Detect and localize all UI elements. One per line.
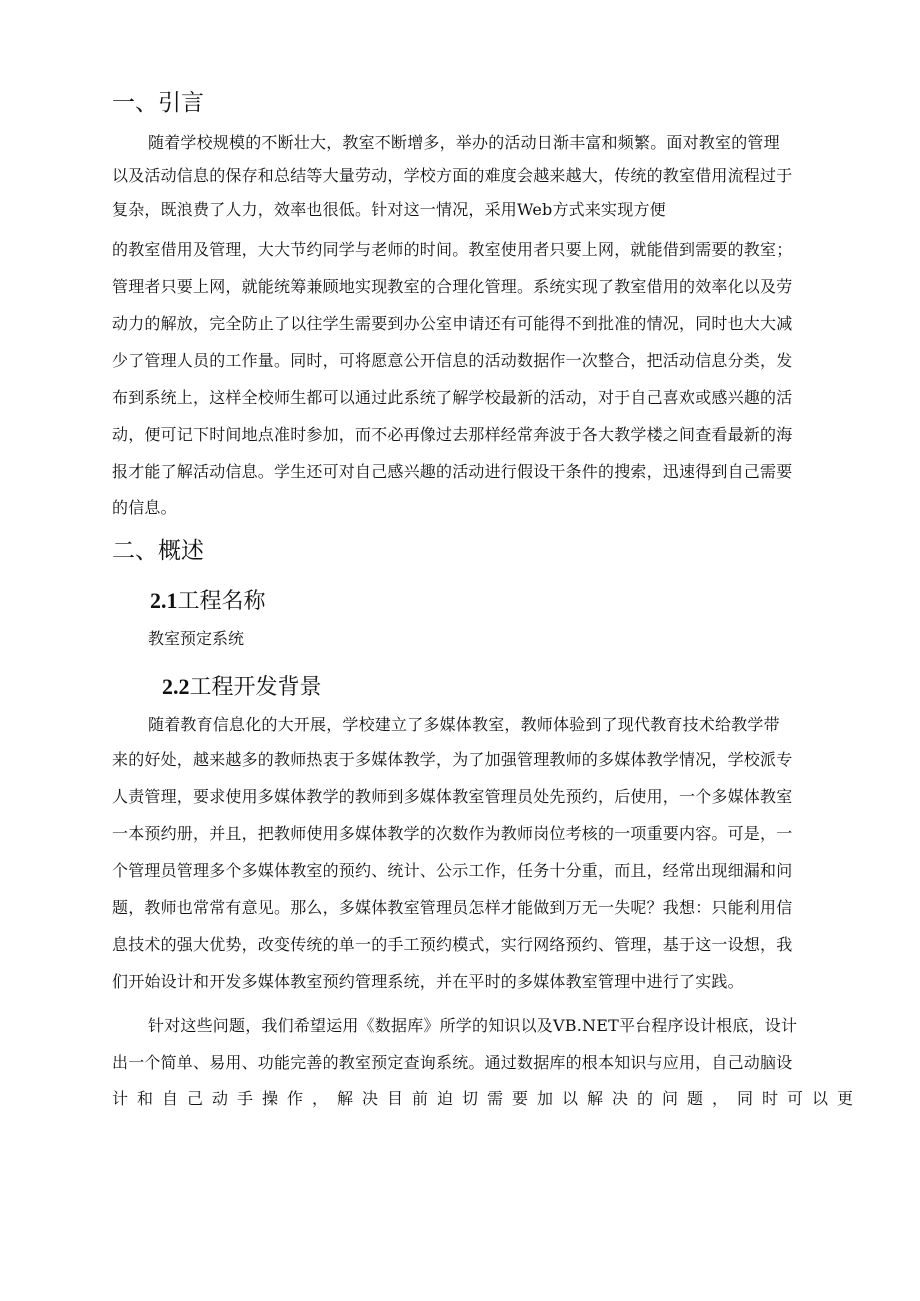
- background-line-2: 来的好处，越来越多的教师热衷于多媒体教学，为了加强管理教师的多媒体教学情况，学校派专: [112, 750, 793, 769]
- background-line-1: 随着教育信息化的大开展，学校建立了多媒体教室，教师体验到了现代教育技术给教学带: [148, 715, 780, 734]
- background-line-7: 息技术的强大优势，改变传统的单一的手工预约模式，实行网络预约、管理，基于这一设想，我: [112, 935, 793, 954]
- subsection-2-1-number: 2.1: [150, 588, 178, 613]
- intro-line-4: 的教室借用及管理，大大节约同学与老师的时间。教室使用者只要上网，就能借到需要的教室；: [112, 240, 793, 259]
- background-line-3: 人责管理，要求使用多媒体教学的教师到多媒体教室管理员处先预约，后使用，一个多媒体教室: [112, 787, 793, 806]
- project-name-text: 教室预定系统: [148, 629, 245, 648]
- intro-line-1: 随着学校规模的不断壮大，教室不断增多，举办的活动日渐丰富和频繁。面对教室的管理: [148, 133, 780, 152]
- background-line-6: 题，教师也常常有意见。那么，多媒体教室管理员怎样才能做到万无一失呢？我想：只能利用信: [112, 898, 793, 917]
- intro-line-9: 动，便可记下时间地点准时参加，而不必再像过去那样经常奔波于各大教学楼之间查看最新的海: [112, 425, 793, 444]
- intro-line-10: 报才能了解活动信息。学生还可对自己感兴趣的活动进行假设干条件的搜索，迅速得到自己需要: [112, 462, 793, 481]
- intro-line-2: 以及活动信息的保存和总结等大量劳动，学校方面的难度会越来越大，传统的教室借用流程过于: [112, 166, 793, 185]
- section-2-title: 二、概述: [112, 538, 204, 564]
- intro-line-11: 的信息。: [112, 498, 177, 517]
- intro-line-3: 复杂，既浪费了人力，效率也很低。针对这一情况，采用Web方式来实现方便: [112, 200, 666, 219]
- intro-line-8: 布到系统上，这样全校师生都可以通过此系统了解学校最新的活动，对于自己喜欢或感兴趣的活: [112, 388, 793, 407]
- intro-line-5: 管理者只要上网，就能统筹兼顾地实现教室的合理化管理。系统实现了教室借用的效率化以及劳: [112, 277, 793, 296]
- goal-line-2: 出一个简单、易用、功能完善的教室预定查询系统。通过数据库的根本知识与应用，自己动脑设: [112, 1053, 793, 1072]
- intro-line-6: 动力的解放，完全防止了以往学生需要到办公室申请还有可能得不到批准的情况，同时也大大减: [112, 314, 793, 333]
- background-line-8: 们开始设计和开发多媒体教室预约管理系统，并在平时的多媒体教室管理中进行了实践。: [112, 972, 744, 991]
- goal-line-3: 计和自己动手操作，解决目前迫切需要加以解决的问题，同时可以更: [112, 1089, 863, 1108]
- subsection-2-2-label: 工程开发背景: [189, 675, 322, 700]
- subsection-2-1-label: 工程名称: [177, 589, 266, 614]
- subsection-2-1-title: [150, 586, 266, 617]
- background-line-5: 个管理员管理多个多媒体教室的预约、统计、公示工作，任务十分重，而且，经常出现细漏和问: [112, 861, 793, 880]
- subsection-2-2-title: [162, 672, 322, 703]
- subsection-2-2-number: 2.2: [162, 674, 190, 699]
- section-1-title: 一、引言: [112, 90, 204, 116]
- intro-line-7: 少了管理人员的工作量。同时，可将愿意公开信息的活动数据作一次整合，把活动信息分类，发: [112, 351, 793, 370]
- background-line-4: 一本预约册，并且，把教师使用多媒体教学的次数作为教师岗位考核的一项重要内容。可是，一: [112, 824, 793, 843]
- goal-line-1: 针对这些问题，我们希望运用《数据库》所学的知识以及VB.NET平台程序设计根底，设计: [148, 1016, 798, 1035]
